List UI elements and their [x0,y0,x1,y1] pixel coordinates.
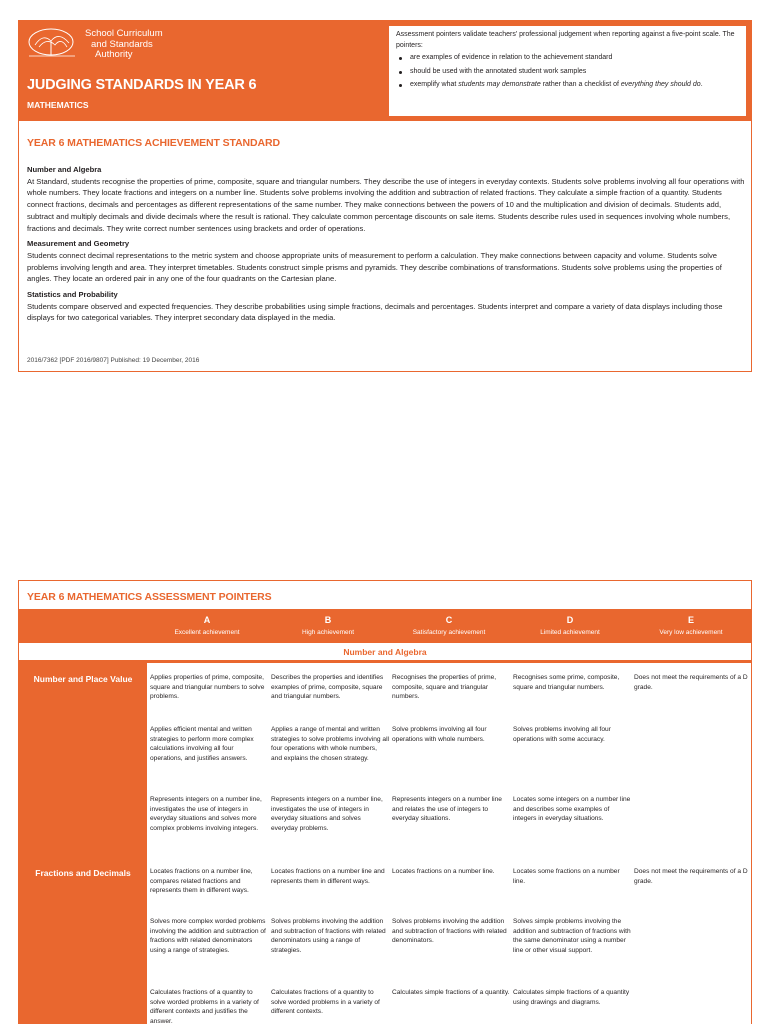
grade-letter: A [203,615,211,625]
document-subtitle: MATHEMATICS [27,100,89,110]
pointer-cell: Does not meet the requirements of a D grade. [634,868,748,885]
pointer-cell: Recognises some prime, composite, square and triangular numbers. [513,674,620,691]
tree-logo-icon [25,27,81,61]
strand-text: Students connect decimal representations to the metric system and choose appropriate units of measurement to perform a calculation. They make connections between capacity and volume. Students solve problems involving length and area. They interpret timetables. Students construct simple prisms and pyramids. They describe combinations of transformations. Students solve problems using the properties of angles. They locate an ordered pair in any one of the four quadrants on the Cartesian plane. [27,250,722,284]
row-label-number-place-value: Number and Place Value [33,674,133,684]
strand-text: At Standard, students recognise the properties of prime, composite, square and triangular numbers. They describe the use of integers in everyday contexts. Students solve problems involving all four operations with whole numbers. They locate fractions and integers on a number line. Students solve problems involving the addition and subtraction of related fractions. They calculate a simple fraction of a quantity. Students connect fractions, decimals and percentages as different representations of the same number. They make connections between the powers of 10 and the multiplication and division of decimals. Students add, subtract and multiply decimals and divide decimals where the result is rational. They calculate common percentage discounts on sale items. Students describe rules used in sequences involving whole numbers, fractions and decimals. They write correct number sentences using brackets and order of operations. [27,176,745,233]
document-header [19,21,751,121]
page-achievement-standard [18,20,752,372]
grade-description: Very low achievement [659,629,723,636]
grade-letter: D [566,615,574,625]
pointers-item: are examples of evidence in relation to the achievement standard [396,53,739,64]
pointer-cell: Represents integers on a number line, investigates the use of integers in everyday situations and solves everyday problems. [271,796,383,832]
pointers-item-text: rather than a checklist of [540,81,621,88]
strand-heading: Measurement and Geometry [27,239,130,249]
strand-text: Students compare observed and expected frequencies. They describe probabilities using simple fractions, decimals and percentages. Students interpret and compare a variety of data displays including those displays for two categorical variables. They interpret secondary data displayed in the media. [27,301,723,323]
grade-description: Excellent achievement [174,629,240,636]
grade-e-header [631,609,751,643]
strand-band-label: Number and Algebra [343,647,427,657]
grade-description: Satisfactory achievement [412,629,486,636]
row-label-fractions-decimals: Fractions and Decimals [35,868,131,878]
publication-info: 2016/7362 [PDF 2016/9807] Published: 19 December, 2016 [27,357,200,364]
assessment-pointers-title: YEAR 6 MATHEMATICS ASSESSMENT POINTERS [27,591,272,603]
pointer-cell: Calculates fractions of a quantity to solve worded problems in a variety of different contexts and justifies the answer. [150,989,259,1024]
strand-heading: Statistics and Probability [27,290,118,300]
pointer-cell: Calculates simple fractions of a quantity. [392,989,510,996]
row-label-column [19,663,147,1024]
grade-c-header [389,609,509,643]
assessment-pointers-note [389,26,746,116]
pointer-cell: Describes the properties and identifies examples of prime, composite, square and triangular numbers. [271,674,384,701]
pointers-item-text: . [700,81,703,88]
pointers-item [396,80,739,91]
logo-line-3: Authority [95,49,133,60]
pointer-cell: Solve problems involving all four operations with whole numbers. [392,726,487,743]
pointer-cell: Recognises the properties of prime, composite, square and triangular numbers. [392,674,497,701]
achievement-standard-body [27,164,747,328]
pointer-cell: Solves problems involving the addition and subtraction of fractions with related denominators using a range of strategies. [271,918,386,954]
grade-a-header [147,609,267,643]
pointer-cell: Locates some integers on a number line and describes some examples of integers in everyday situations. [513,796,631,823]
pointers-list [396,53,739,91]
grade-letter: C [445,615,453,625]
pointers-item-emphasis: everything they should do [620,81,701,88]
pointer-cell: Solves problems involving all four operations with some accuracy. [513,726,611,743]
pointer-cell: Solves simple problems involving the addition and subtraction of fractions with the same denominator using a number line or other visual support. [513,918,631,954]
grade-letter: E [687,615,694,625]
pointer-cell: Represents integers on a number line, investigates the use of integers in everyday situations and solves more complex problems involving integers. [150,796,262,832]
logo-line-2: and Standards [91,38,153,50]
grade-b-header [268,609,388,643]
pointer-cell: Does not meet the requirements of a D grade. [634,674,748,691]
achievement-standard-title: YEAR 6 MATHEMATICS ACHIEVEMENT STANDARD [27,137,280,149]
pointer-cell: Locates fractions on a number line. [392,868,495,875]
strand-heading: Number and Algebra [27,165,102,174]
pointers-item: should be used with the annotated student work samples [396,67,739,78]
strand-band [19,643,751,663]
pointer-cell: Applies properties of prime, composite, square and triangular numbers to solve problems. [150,674,265,701]
grade-description: Limited achievement [540,629,600,636]
pointers-intro: Assessment pointers validate teachers' professional judgement when reporting against a five-point scale. The pointers: [396,31,735,49]
pointers-item-emphasis: students may demonstrate [458,81,541,88]
pointer-cell: Solves more complex worded problems involving the addition and subtraction of fractions with related denominators using a range of strategies. [150,918,266,954]
scsa-logo [25,27,215,61]
grade-letter: B [324,615,332,625]
pointer-cell: Represents integers on a number line and relates the use of integers to everyday situations. [392,796,502,823]
logo-wordmark [85,29,163,61]
pointer-cell: Locates some fractions on a number line. [513,868,620,885]
pointer-cell: Applies efficient mental and written strategies to perform more complex calculations involving all four operations, and justifies answers. [150,726,254,762]
pointer-cell: Locates fractions on a number line and represents them in different ways. [271,868,385,885]
pointers-item-text: exemplify what [410,81,459,88]
page-assessment-pointers [18,580,752,1024]
document-title: JUDGING STANDARDS IN YEAR 6 [27,77,257,93]
grade-d-header [510,609,630,643]
logo-line-1: School Curriculum [85,28,163,39]
pointer-cell: Applies a range of mental and written strategies to solve problems involving all four operations with whole numbers, and explains the chosen strategy. [271,726,390,762]
pointer-cell: Calculates fractions of a quantity to solve worded problems in a variety of different contexts. [271,989,380,1016]
grade-header-row [19,609,751,643]
pointer-cell: Locates fractions on a number line, compares related fractions and represents them in different ways. [150,868,253,895]
pointer-cell: Calculates simple fractions of a quantity using drawings and diagrams. [513,989,630,1006]
grade-description: High achievement [301,629,355,636]
row-divider [147,861,751,862]
pointer-cell: Solves problems involving the addition and subtraction of fractions with related denominators. [392,918,507,945]
